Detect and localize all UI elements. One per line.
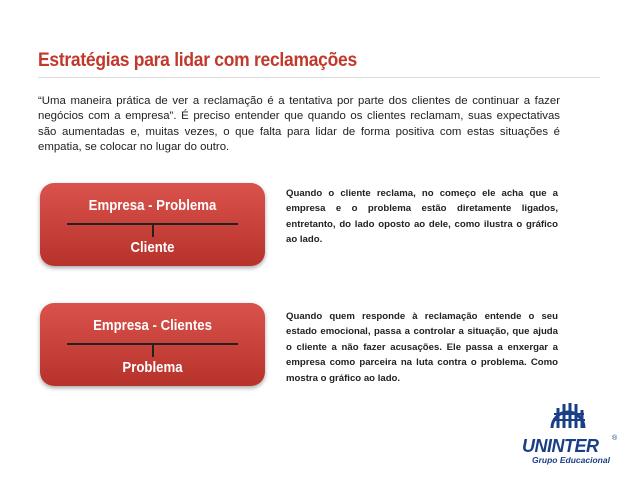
diagram-panel-2 — [40, 303, 265, 386]
logo-wordmark: UNINTER — [522, 436, 599, 456]
diagram-bottom-label: Problema — [122, 359, 183, 376]
globe-grid-icon — [548, 398, 588, 438]
diagram-top-label: Empresa - Problema — [88, 197, 217, 214]
diagram-description-1: Quando o cliente reclama, no começo ele acha que a empresa e o problema estão diretamente ligados, entretanto, do lado oposto ao dele, como ilustra o gráfico ao lado. — [286, 188, 558, 246]
logo-registered-mark: ® — [612, 435, 618, 442]
diagram-separator-tick — [152, 343, 154, 357]
diagram-description-2: Quando quem responde à reclamação entende o seu estado emocional, passa a controlar a situação, que ajuda o cliente a não fazer acusações. Ele passa a enxergar a empresa como parceira na luta contra o problema. Como mostra o gráfico ao lado. — [286, 311, 558, 384]
diagram-separator-tick — [152, 223, 154, 237]
page-title: Estratégias para lidar com reclamações — [38, 50, 357, 71]
diagram-bottom-label: Cliente — [130, 239, 175, 256]
diagram-top-label: Empresa - Clientes — [93, 317, 212, 334]
intro-paragraph: “Uma maneira prática de ver a reclamação é a tentativa por parte dos clientes de continuar a fazer negócios com a empresa”. É preciso entender que quando os clientes reclamam, suas expectativas são aumentadas e, muitas vezes, o que falta para lidar de forma positiva com estas situações é empatia, se colocar no lugar do outro. — [38, 95, 560, 154]
logo-subtitle: Grupo Educacional — [532, 455, 610, 465]
diagram-panel-1 — [40, 183, 265, 266]
uninter-logo — [520, 398, 620, 468]
title-divider — [38, 77, 600, 78]
